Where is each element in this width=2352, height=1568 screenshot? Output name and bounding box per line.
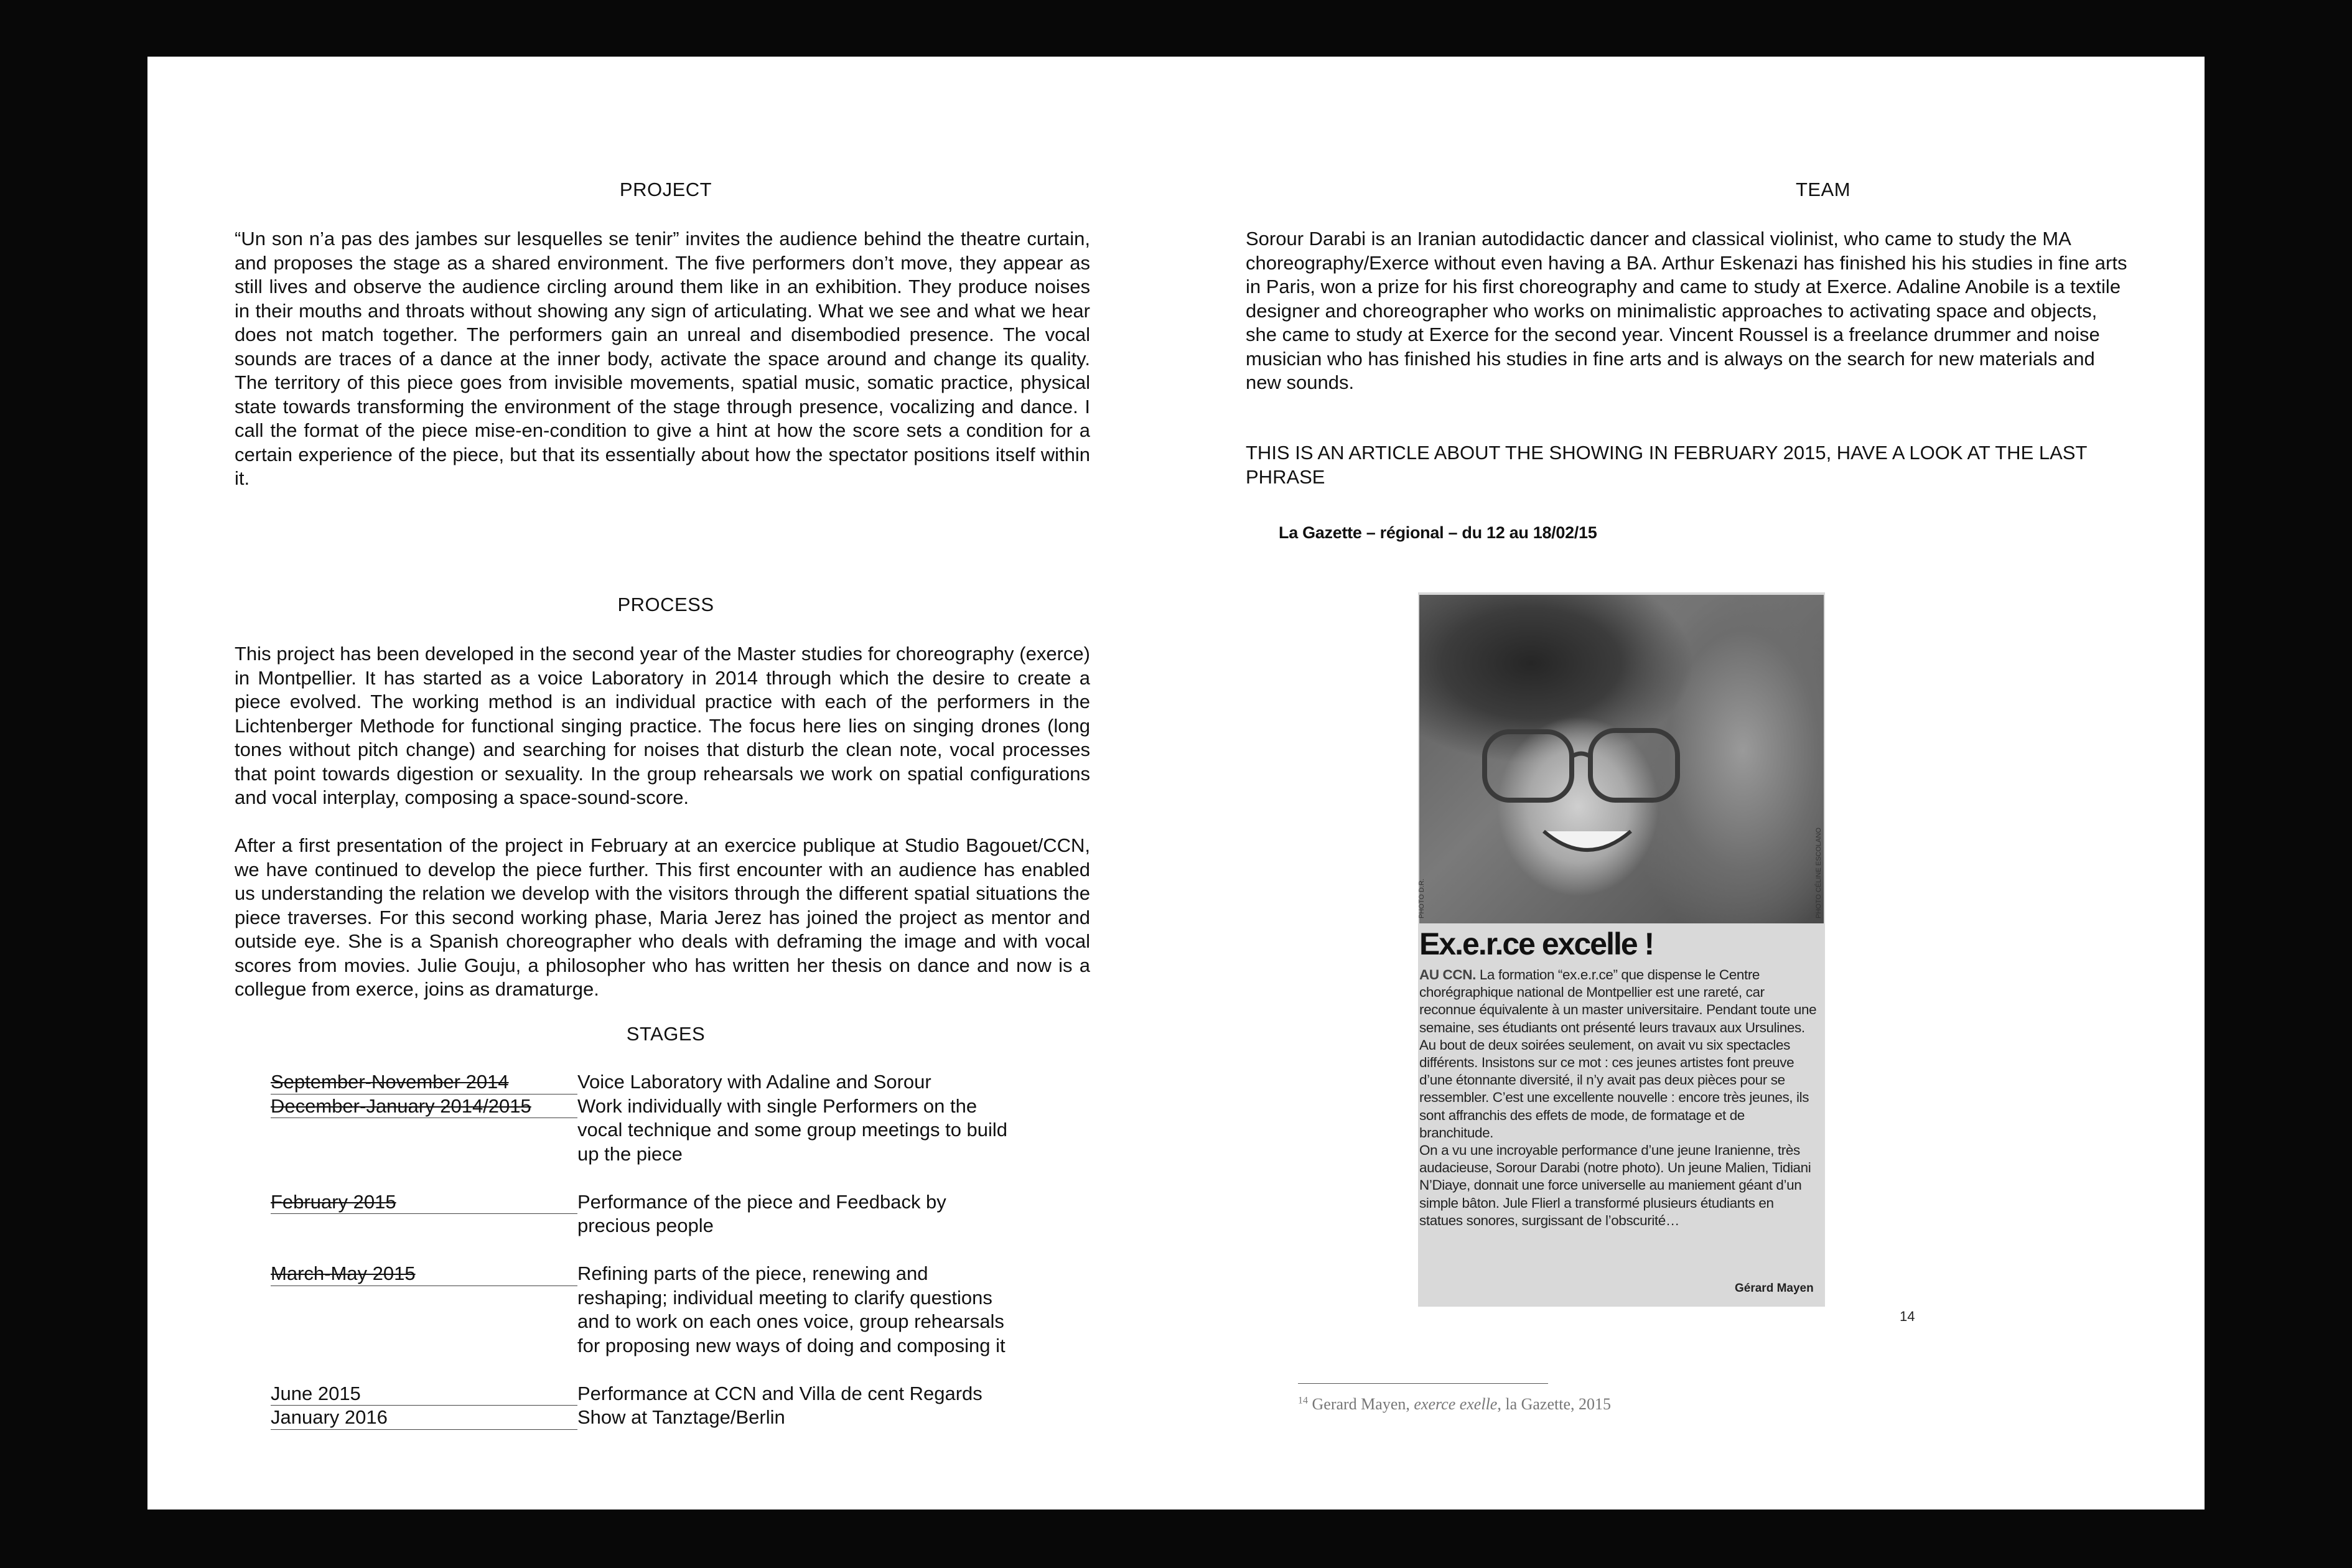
process-text-1: This project has been developed in the second year of the Master studies for choreography (exerce) in Montpellier. It has started as a voice Laboratory in 2014 through which the desire to create a piece evolved. The working method is an individual practice with each of the performers in the Lichtenberger Methode for functional singing practice. The focus here lies on singing drones (long tones without pitch change) and searching for noises that disturb the clean note, vocal processes that point towards digestion or sexuality. In the group rehearsals we work on spatial configurations and vocal interplay, composing a space-sound-score. [235,643,1090,808]
stage-period: June 2015 [271,1382,577,1406]
stage-description: Voice Laboratory with Adaline and Sorour [577,1071,931,1093]
project-heading: PROJECT [619,179,712,200]
clipping-source: La Gazette – régional – du 12 au 18/02/15 [1279,523,1597,542]
stage-description: Performance of the piece and Feedback by precious people [577,1190,946,1236]
clipping-title: Ex.e.r.ce excelle ! [1419,926,1654,961]
stage-description: Refining parts of the piece, renewing and reshaping; individual meeting to clarify questions and to work on each ones voice, group rehearsals for proposing new ways of doing and composing it [577,1262,1006,1356]
footnote-source: , la Gazette, 2015 [1497,1395,1611,1413]
stage-period: March-May 2015 [271,1262,577,1286]
footnote [1298,1395,1611,1414]
stage-period: February 2015 [271,1190,577,1215]
stage-row [271,1070,1204,1094]
process-text-2: After a first presentation of the project in February at an exercice publique at Studio Bagouet/CCN, we have continued to develop the piece further. This first encounter with an audience has enabled us understanding the relation we develop with the visitors through the different spatial situations the piece traverses. For this second working phase, Maria Jerez has joined the project as mentor and outside eye. She is a Spanish choreographer who deals with deframing the image and with vocal scores from movies. Julie Gouju, a philosopher who has written her thesis on dance and now is a collegue from exerce, joins as dramaturge. [235,834,1090,1000]
footnote-marker: 14 [1900,1309,1915,1324]
stage-row [271,1382,1204,1406]
stage-period: December-January 2014/2015 [271,1094,577,1119]
stage-description: Work individually with single Performers on the vocal technique and some group meetings to build up the piece [577,1094,1008,1165]
footnote-rule [1298,1383,1548,1384]
article-note: THIS IS AN ARTICLE ABOUT THE SHOWING IN FEBRUARY 2015, HAVE A LOOK AT THE LAST PHRASE [1246,442,2087,488]
clipping-lead: AU CCN. [1419,967,1476,982]
stage-description: Show at Tanztage/Berlin [577,1406,785,1428]
smile-shape [1538,825,1637,862]
clipping-body-1: La formation “ex.e.r.ce” que dispense le Centre chorégraphique national de Montpellier est une rareté, car reconnue équivalente à un master universitaire. Pendant toute une semaine, ses étudiants ont présenté leurs travaux aux Ursulines. Au bout de deux soirées seulement, on avait vu six spectacles différents. Insistons sur ce mot : ces jeunes artistes font preuve d’une étonnante diversité, il n’y avait pas deux pièces pour se ressembler. C’est une excellente nouvelle : encore très jeunes, ils sont affranchis des effets de mode, de formatage et de branchitude. [1419,967,1817,1141]
footnote-title: exerce exelle [1414,1395,1498,1413]
stage-description: Performance at CCN and Villa de cent Regards [577,1382,982,1404]
document-spread [147,57,2205,1510]
footnote-number: 14 [1298,1395,1308,1406]
stages-table [271,1070,1204,1430]
photo-credit-left: PHOTO D.R. [1418,879,1426,918]
project-text: “Un son n’a pas des jambes sur lesquelles se tenir” invites the audience behind the theatre curtain, and proposes the stage as a shared environment. The five performers don’t move, they appear as still lives and observe the audience circling around them like in an exhibition. They produce noises in their mouths and throats without showing any sign of articulating. What we see and what we hear does not match together. The performers gain an unreal and disembodied presence. The vocal sounds are traces of a dance at the inner body, activate the space around and change its quality. The territory of this piece goes from invisible movements, spatial music, somatic practice, physical state towards transforming the environment of the stage through presence, vocalizing and dance. I call the format of the piece mise-en-condition to give a hint at how the score sets a condition for a certain experience of the piece, but that its essentially about how the spectator positions itself within it. [235,228,1090,489]
clipping-body-2: On a vu une incroyable performance d’une jeune Iranienne, très audacieuse, Sorour Darabi (notre photo). Un jeune Malien, Tidiani N’Diaye, donnait une force universelle au maniement géant d’un simple bâton. Jule Flierl a transformé plusieurs étudiants en statues sonores, surgissant de l’obscurité… [1419,1142,1811,1228]
stage-period: January 2016 [271,1406,577,1430]
team-text: Sorour Darabi is an Iranian autodidactic dancer and classical violinist, who came to study the MA choreography/Exerce without even having a BA. Arthur Eskenazi has finished his his studies in fine arts in Paris, won a prize for his first choreography and came to study at Exerce. Adaline Anobile is a textile designer and choreographer who works on minimalistic approaches to activating space and objects, she came to study at Exerce for the second year. Vincent Roussel is a freelance drummer and noise musician who has finished his studies in fine arts and is always on the search for new materials and new sounds. [1246,228,2127,393]
stages-heading: STAGES [626,1023,706,1045]
portrait-photo [1419,595,1824,923]
team-heading: TEAM [1795,179,1851,200]
clipping-author: Gérard Mayen [1735,1282,1814,1295]
stage-row [271,1406,1204,1430]
glasses-icon [1478,726,1684,806]
process-heading: PROCESS [617,594,714,615]
stage-row [271,1262,1204,1358]
stage-period: September-November 2014 [271,1070,577,1094]
clipping-body [1419,966,1818,1230]
footnote-author: Gerard Mayen, [1312,1395,1414,1413]
photo-credit-right: PHOTO CÉLINE ESCOLANO [1815,828,1822,918]
